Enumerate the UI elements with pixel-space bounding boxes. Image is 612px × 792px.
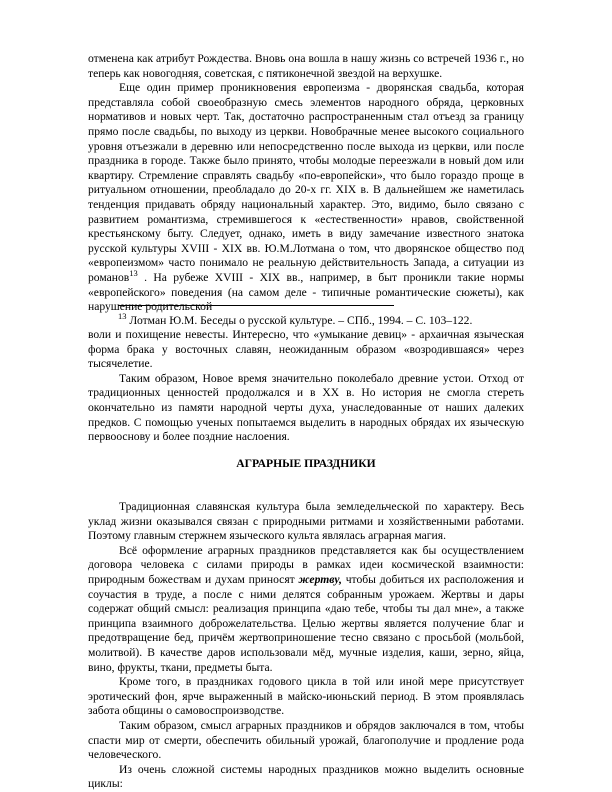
- paragraph-erotic-background: Кроме того, в праздниках годового цикла в той или иной мере присутствует эротический фон, ярче выраженный в майско-июньский период. В этом проявлялась забота общины о самовоспроизводстве.: [88, 675, 524, 718]
- paragraph-noble-wedding-continuation: . На рубеже XVIII - XIX вв., например, в быт проникли такие нормы «европейского» поведения (на самом деле - типичные романтические сюжеты), как нарушение родительской: [88, 270, 524, 314]
- paragraph-sacrifice-continuation: чтобы добиться их расположения и соучастия в труде, а после с ними делятся собранным урожаем. Жертвы и дары содержат общий смысл: реализация принципа «даю тебе, чтобы ты дал мне», а также принципа взаимного доброжелательства. Целью жертвы является получение благ и предотвращение бед, причём жертвоприношение тесно связано с просьбой (мольбой, молитвой). В качестве даров использовали мёд, мучные изделия, каши, зерно, яйца, вино, фрукты, ткани, предметы быта.: [88, 572, 524, 674]
- paragraph-meaning: Таким образом, смысл аграрных праздников и обрядов заключался в том, чтобы спасти мир от смерти, обеспечить обильный урожай, благополучие и продление рода человеческого.: [88, 718, 524, 762]
- paragraph-new-time: Таким образом, Новое время значительно поколебало древние устои. Отход от традиционных ценностей продолжался и в XX в. Но история не смогла стереть окончательно из памяти народной черты духа, унаследованные от наших далеких предков. С помощью ученых попытаемся выделить в народных обрядах их языческую первооснову и более поздние наслоения.: [88, 371, 524, 444]
- footnote-reference[interactable]: 13: [129, 268, 138, 279]
- paragraph-sacrifice: [88, 544, 524, 675]
- emphasized-word: жертву,: [298, 572, 342, 586]
- bottom-text-block: [88, 500, 524, 792]
- top-text-block: [88, 52, 524, 315]
- section-heading: АГРАРНЫЕ ПРАЗДНИКИ: [236, 457, 376, 470]
- paragraph-agrarian-culture: Традиционная славянская культура была земледельческой по характеру. Весь уклад жизни оказывался связан с природными ритмами и хозяйственными работами. Поэтому главным стержнем языческого культа являлась аграрная магия.: [88, 500, 524, 543]
- footnote: [118, 309, 538, 328]
- footnote-number: 13: [118, 311, 127, 321]
- paragraph-cycles: Из очень сложной системы народных праздников можно выделить основные циклы:: [88, 762, 524, 791]
- footnote-separator: [118, 305, 394, 306]
- paragraph-bride-abduction: воли и похищение невесты. Интересно, что «умыкание девиц» - архаичная языческая форма брака у восточных славян, неожиданным образом «возродившаяся» через тысячелетие.: [88, 328, 524, 371]
- paragraph-sacrifice-text: Всё оформление аграрных праздников представляется как бы осуществлением договора человека с силами природы в рамках идеи космической взаимности: природным божествам и духам приносят: [88, 543, 524, 586]
- paragraph-noble-wedding-text: Еще один пример проникновения европеизма - дворянская свадьба, которая представляла собой своеобразную смесь элементов народного обряда, церковных нормативов и новых черт. Так, достаточно распространенным стал отъезд за границу прямо после свадьбы, по выходу из церкви. Новобрачные менее высокого социального уровня отъезжали в деревню или непосредственно после выхода из церкви, или после праздника в городе. Также было принято, чтобы молодые переезжали в новый дом или квартиру. Стремление справлять свадьбу «по-европейски», что было гораздо проще в ритуальном отношении, преобладало до 20-х гг. XIX в. В дальнейшем же наметилась тенденция придавать обряду национальный характер. Это, видимо, было связано с развитием романтизма, стремившегося к «естественности» нравов, свойственной крестьянскому быту. Следует, однако, иметь в виду замечание известного знатока русской культуры XVIII - XIX вв. Ю.М.Лотмана о том, что дворянское общество под «европеизмом» часто понимало не реальную действительность Запада, а ситуации из романов: [88, 81, 524, 284]
- paragraph-noble-wedding: [88, 81, 524, 315]
- paragraph-christmas-tree: отменена как атрибут Рождества. Вновь она вошла в нашу жизнь со встречей 1936 г., но теперь как новогодняя, советская, с пятиконечной звездой на верхушке.: [88, 52, 524, 80]
- middle-text-block: [88, 328, 524, 445]
- footnote-text: Лотман Ю.М. Беседы о русской культуре. – СПб., 1994. – С. 103–122.: [126, 313, 473, 327]
